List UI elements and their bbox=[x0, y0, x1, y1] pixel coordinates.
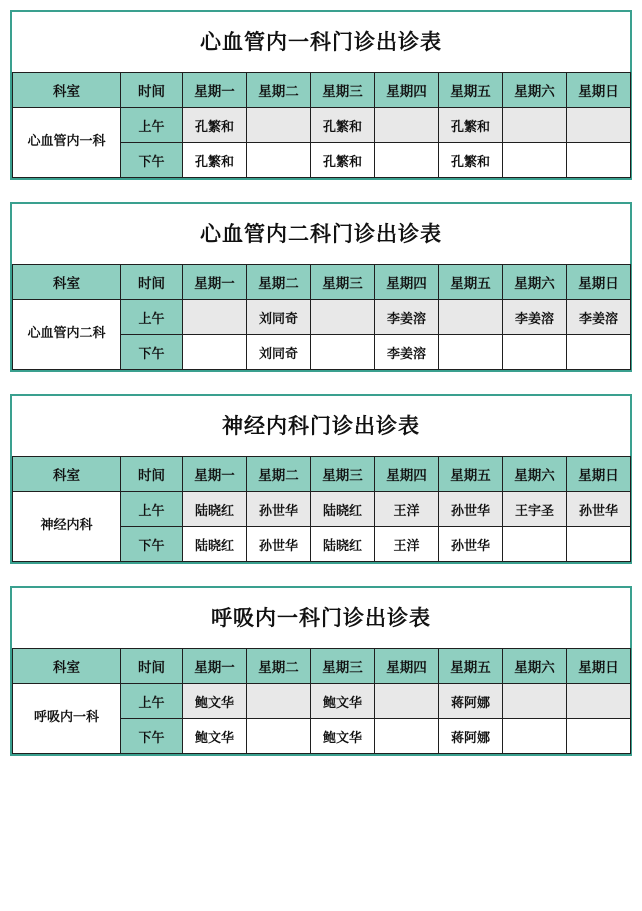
table-row bbox=[13, 684, 631, 719]
doctor-cell: 陆晓红 bbox=[311, 527, 375, 562]
doctor-cell: 孔繁和 bbox=[183, 108, 247, 143]
column-header-thu: 星期四 bbox=[375, 649, 439, 684]
department-cell: 呼吸内一科 bbox=[13, 684, 121, 754]
doctor-cell: 刘同奇 bbox=[247, 335, 311, 370]
time-slot-cell: 下午 bbox=[121, 719, 183, 754]
doctor-cell bbox=[567, 719, 631, 754]
doctor-cell bbox=[375, 143, 439, 178]
doctor-cell bbox=[567, 108, 631, 143]
column-header-tue: 星期二 bbox=[247, 265, 311, 300]
column-header-sun: 星期日 bbox=[567, 649, 631, 684]
doctor-cell: 王洋 bbox=[375, 527, 439, 562]
department-cell: 心血管内二科 bbox=[13, 300, 121, 370]
department-cell: 神经内科 bbox=[13, 492, 121, 562]
time-slot-cell: 上午 bbox=[121, 108, 183, 143]
column-header-sat: 星期六 bbox=[503, 265, 567, 300]
doctor-cell: 鲍文华 bbox=[311, 719, 375, 754]
doctor-cell: 李姜溶 bbox=[375, 335, 439, 370]
doctor-cell: 王宇圣 bbox=[503, 492, 567, 527]
column-header-dept: 科室 bbox=[13, 73, 121, 108]
schedule-table bbox=[12, 456, 631, 562]
column-header-dept: 科室 bbox=[13, 265, 121, 300]
doctor-cell bbox=[503, 143, 567, 178]
doctor-cell bbox=[439, 300, 503, 335]
column-header-fri: 星期五 bbox=[439, 457, 503, 492]
doctor-cell: 鲍文华 bbox=[311, 684, 375, 719]
card-title: 心血管内二科门诊出诊表 bbox=[200, 221, 442, 246]
doctor-cell: 陆晓红 bbox=[183, 492, 247, 527]
doctor-cell bbox=[503, 335, 567, 370]
table-row bbox=[13, 492, 631, 527]
column-header-sun: 星期日 bbox=[567, 457, 631, 492]
schedule-card bbox=[10, 394, 632, 564]
doctor-cell bbox=[439, 335, 503, 370]
doctor-cell: 鲍文华 bbox=[183, 684, 247, 719]
time-slot-cell: 上午 bbox=[121, 492, 183, 527]
doctor-cell bbox=[247, 684, 311, 719]
table-header-row bbox=[13, 649, 631, 684]
column-header-tue: 星期二 bbox=[247, 649, 311, 684]
doctor-cell bbox=[567, 143, 631, 178]
doctor-cell: 蒋阿娜 bbox=[439, 684, 503, 719]
column-header-time: 时间 bbox=[121, 265, 183, 300]
doctor-cell bbox=[567, 527, 631, 562]
column-header-dept: 科室 bbox=[13, 649, 121, 684]
column-header-time: 时间 bbox=[121, 73, 183, 108]
doctor-cell bbox=[247, 108, 311, 143]
doctor-cell: 陆晓红 bbox=[311, 492, 375, 527]
doctor-cell bbox=[375, 684, 439, 719]
doctor-cell bbox=[375, 108, 439, 143]
doctor-cell bbox=[183, 300, 247, 335]
column-header-mon: 星期一 bbox=[183, 73, 247, 108]
doctor-cell bbox=[503, 719, 567, 754]
column-header-time: 时间 bbox=[121, 457, 183, 492]
doctor-cell: 刘同奇 bbox=[247, 300, 311, 335]
doctor-cell: 孔繁和 bbox=[183, 143, 247, 178]
table-header-row bbox=[13, 73, 631, 108]
doctor-cell: 李姜溶 bbox=[567, 300, 631, 335]
table-row bbox=[13, 108, 631, 143]
card-title: 心血管内一科门诊出诊表 bbox=[200, 29, 442, 54]
column-header-sat: 星期六 bbox=[503, 649, 567, 684]
card-title: 神经内科门诊出诊表 bbox=[222, 413, 420, 438]
doctor-cell: 孙世华 bbox=[567, 492, 631, 527]
doctor-cell: 孔繁和 bbox=[311, 143, 375, 178]
column-header-thu: 星期四 bbox=[375, 457, 439, 492]
department-cell: 心血管内一科 bbox=[13, 108, 121, 178]
doctor-cell: 蒋阿娜 bbox=[439, 719, 503, 754]
column-header-wed: 星期三 bbox=[311, 73, 375, 108]
doctor-cell bbox=[503, 684, 567, 719]
table-row bbox=[13, 300, 631, 335]
column-header-wed: 星期三 bbox=[311, 457, 375, 492]
column-header-time: 时间 bbox=[121, 649, 183, 684]
doctor-cell bbox=[567, 684, 631, 719]
card-title: 呼吸内一科门诊出诊表 bbox=[211, 605, 431, 630]
schedule-card bbox=[10, 586, 632, 756]
doctor-cell: 孔繁和 bbox=[439, 108, 503, 143]
doctor-cell bbox=[247, 719, 311, 754]
time-slot-cell: 上午 bbox=[121, 300, 183, 335]
doctor-cell bbox=[183, 335, 247, 370]
doctor-cell bbox=[503, 108, 567, 143]
column-header-thu: 星期四 bbox=[375, 73, 439, 108]
doctor-cell: 孔繁和 bbox=[311, 108, 375, 143]
column-header-sat: 星期六 bbox=[503, 73, 567, 108]
schedule-table bbox=[12, 648, 631, 754]
column-header-wed: 星期三 bbox=[311, 649, 375, 684]
doctor-cell: 孙世华 bbox=[439, 492, 503, 527]
doctor-cell bbox=[247, 143, 311, 178]
column-header-mon: 星期一 bbox=[183, 649, 247, 684]
column-header-sun: 星期日 bbox=[567, 265, 631, 300]
column-header-fri: 星期五 bbox=[439, 265, 503, 300]
time-slot-cell: 下午 bbox=[121, 527, 183, 562]
time-slot-cell: 下午 bbox=[121, 143, 183, 178]
doctor-cell: 李姜溶 bbox=[375, 300, 439, 335]
column-header-mon: 星期一 bbox=[183, 457, 247, 492]
doctor-cell bbox=[311, 300, 375, 335]
doctor-cell: 鲍文华 bbox=[183, 719, 247, 754]
column-header-thu: 星期四 bbox=[375, 265, 439, 300]
column-header-tue: 星期二 bbox=[247, 457, 311, 492]
doctor-cell bbox=[567, 335, 631, 370]
doctor-cell: 孙世华 bbox=[247, 492, 311, 527]
schedule-card bbox=[10, 202, 632, 372]
doctor-cell: 孙世华 bbox=[439, 527, 503, 562]
doctor-cell: 李姜溶 bbox=[503, 300, 567, 335]
table-header-row bbox=[13, 265, 631, 300]
doctor-cell bbox=[311, 335, 375, 370]
column-header-tue: 星期二 bbox=[247, 73, 311, 108]
doctor-cell bbox=[375, 719, 439, 754]
time-slot-cell: 下午 bbox=[121, 335, 183, 370]
column-header-wed: 星期三 bbox=[311, 265, 375, 300]
doctor-cell: 孙世华 bbox=[247, 527, 311, 562]
column-header-sat: 星期六 bbox=[503, 457, 567, 492]
schedule-table bbox=[12, 264, 631, 370]
column-header-mon: 星期一 bbox=[183, 265, 247, 300]
doctor-cell bbox=[503, 527, 567, 562]
doctor-cell: 陆晓红 bbox=[183, 527, 247, 562]
time-slot-cell: 上午 bbox=[121, 684, 183, 719]
column-header-sun: 星期日 bbox=[567, 73, 631, 108]
column-header-fri: 星期五 bbox=[439, 649, 503, 684]
doctor-cell: 孔繁和 bbox=[439, 143, 503, 178]
schedule-table bbox=[12, 72, 631, 178]
table-header-row bbox=[13, 457, 631, 492]
column-header-dept: 科室 bbox=[13, 457, 121, 492]
schedule-card bbox=[10, 10, 632, 180]
doctor-cell: 王洋 bbox=[375, 492, 439, 527]
column-header-fri: 星期五 bbox=[439, 73, 503, 108]
